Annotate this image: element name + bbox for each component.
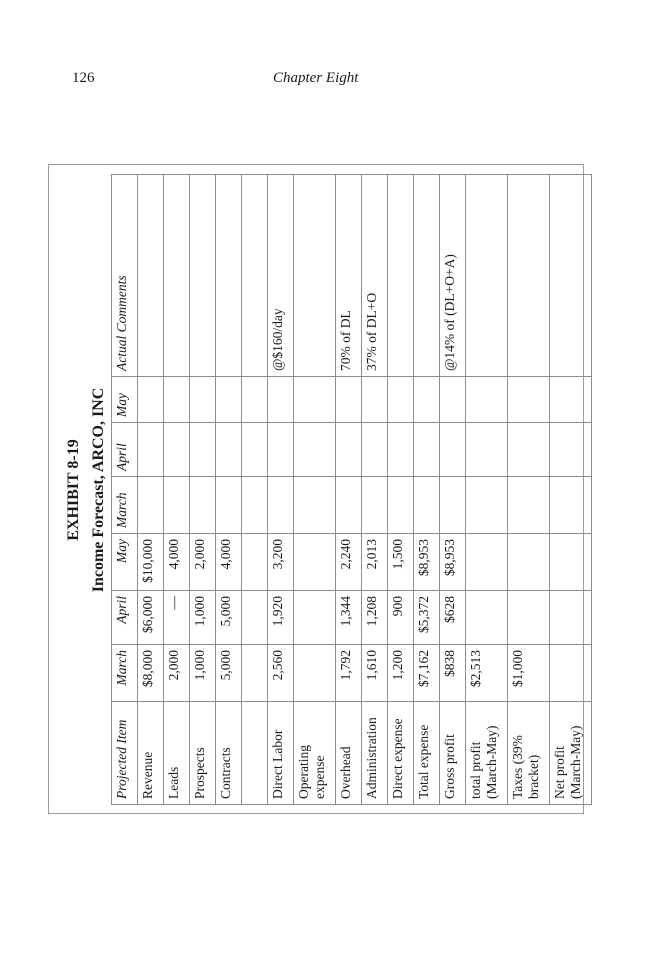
header-actual-april: April [112, 423, 138, 477]
cell-actual-may [336, 377, 362, 423]
cell-projected-march: 1,610 [362, 645, 388, 702]
cell-comment [190, 175, 216, 377]
cell-projected-march: 1,200 [388, 645, 414, 702]
cell-item: Direct Labor [268, 702, 294, 805]
cell-projected-may: $8,953 [414, 534, 440, 591]
running-head: Chapter Eight [273, 70, 359, 86]
cell-comment [388, 175, 414, 377]
cell-projected-march: $838 [440, 645, 466, 702]
cell-actual-april [164, 423, 190, 477]
table-row [138, 175, 164, 805]
exhibit-frame [48, 164, 584, 814]
table-row [440, 175, 466, 805]
rotated-exhibit [49, 165, 585, 815]
header-actual-march: March [112, 477, 138, 534]
page-number: 126 [72, 70, 95, 86]
cell-actual-may [294, 377, 336, 423]
table-row [268, 175, 294, 805]
cell-projected-april [242, 591, 268, 645]
cell-actual-april [336, 423, 362, 477]
cell-projected-march: $7,162 [414, 645, 440, 702]
cell-comment: 70% of DL [336, 175, 362, 377]
cell-comment [414, 175, 440, 377]
cell-actual-may [388, 377, 414, 423]
table-row [388, 175, 414, 805]
cell-actual-april [508, 423, 550, 477]
cell-item: Revenue [138, 702, 164, 805]
cell-actual-march [414, 477, 440, 534]
cell-projected-may: 3,200 [268, 534, 294, 591]
cell-projected-may [466, 534, 508, 591]
header-projected-april: April [112, 591, 138, 645]
table-body [138, 175, 592, 805]
cell-actual-april [466, 423, 508, 477]
cell-projected-may [242, 534, 268, 591]
cell-actual-march [268, 477, 294, 534]
table-row [550, 175, 592, 805]
cell-comment [242, 175, 268, 377]
cell-actual-march [388, 477, 414, 534]
cell-actual-march [164, 477, 190, 534]
cell-projected-march: $1,000 [508, 645, 550, 702]
cell-actual-march [440, 477, 466, 534]
cell-comment [138, 175, 164, 377]
table-row [362, 175, 388, 805]
cell-projected-march [550, 645, 592, 702]
cell-comment: 37% of DL+O [362, 175, 388, 377]
table-row [294, 175, 336, 805]
cell-actual-may [242, 377, 268, 423]
cell-projected-may: 4,000 [164, 534, 190, 591]
cell-projected-april [294, 591, 336, 645]
table-row [414, 175, 440, 805]
cell-actual-march [216, 477, 242, 534]
cell-actual-april [242, 423, 268, 477]
cell-actual-march [294, 477, 336, 534]
cell-item: Overhead [336, 702, 362, 805]
cell-projected-april [508, 591, 550, 645]
cell-projected-april: 5,000 [216, 591, 242, 645]
cell-actual-april [440, 423, 466, 477]
header-row [112, 175, 138, 805]
cell-actual-may [268, 377, 294, 423]
exhibit-subtitle: Income Forecast, ARCO, INC [90, 387, 107, 593]
cell-projected-march: 2,000 [164, 645, 190, 702]
cell-actual-may [550, 377, 592, 423]
header-actual-comments: Actual Comments [112, 175, 138, 377]
cell-item: Direct expense [388, 702, 414, 805]
cell-actual-april [294, 423, 336, 477]
cell-projected-april [466, 591, 508, 645]
header-projected-may: May [112, 534, 138, 591]
cell-projected-may: 2,240 [336, 534, 362, 591]
cell-actual-march [190, 477, 216, 534]
cell-item: Administration [362, 702, 388, 805]
cell-projected-may: $10,000 [138, 534, 164, 591]
cell-item [242, 702, 268, 805]
cell-actual-april [138, 423, 164, 477]
cell-projected-april: 1,000 [190, 591, 216, 645]
cell-projected-april: $6,000 [138, 591, 164, 645]
cell-item: Operating expense [294, 702, 336, 805]
table-row [190, 175, 216, 805]
cell-comment: @14% of (DL+O+A) [440, 175, 466, 377]
cell-comment: @$160/day [268, 175, 294, 377]
cell-item: Leads [164, 702, 190, 805]
cell-projected-april: 1,920 [268, 591, 294, 645]
cell-projected-may [508, 534, 550, 591]
cell-item: Contracts [216, 702, 242, 805]
cell-actual-march [336, 477, 362, 534]
cell-comment [164, 175, 190, 377]
cell-actual-may [138, 377, 164, 423]
cell-projected-april [550, 591, 592, 645]
table-row [466, 175, 508, 805]
cell-projected-may [550, 534, 592, 591]
cell-projected-march: $2,513 [466, 645, 508, 702]
cell-comment [508, 175, 550, 377]
cell-item: Gross profit [440, 702, 466, 805]
table-row [508, 175, 550, 805]
cell-projected-march: $8,000 [138, 645, 164, 702]
cell-projected-april: 1,208 [362, 591, 388, 645]
table-row [164, 175, 190, 805]
table-row [242, 175, 268, 805]
cell-projected-april: $628 [440, 591, 466, 645]
cell-projected-may: 4,000 [216, 534, 242, 591]
table-row [216, 175, 242, 805]
cell-item: Net profit (March-May) [550, 702, 592, 805]
header-actual-may: May [112, 377, 138, 423]
cell-projected-march: 2,560 [268, 645, 294, 702]
cell-actual-april [414, 423, 440, 477]
cell-actual-april [388, 423, 414, 477]
cell-projected-may [294, 534, 336, 591]
cell-actual-march [466, 477, 508, 534]
cell-projected-march: 1,792 [336, 645, 362, 702]
cell-projected-april: — [164, 591, 190, 645]
cell-projected-april: $5,372 [414, 591, 440, 645]
cell-projected-may: $8,953 [440, 534, 466, 591]
cell-item: total profit (March-May) [466, 702, 508, 805]
cell-projected-may: 2,000 [190, 534, 216, 591]
cell-item: Taxes (39% bracket) [508, 702, 550, 805]
cell-item: Prospects [190, 702, 216, 805]
cell-projected-march [294, 645, 336, 702]
cell-actual-march [242, 477, 268, 534]
cell-actual-april [550, 423, 592, 477]
cell-actual-may [362, 377, 388, 423]
cell-actual-april [190, 423, 216, 477]
header-projected-item: Projected Item [112, 702, 138, 805]
cell-projected-march: 1,000 [190, 645, 216, 702]
table-row [336, 175, 362, 805]
income-forecast-table [111, 174, 592, 805]
cell-projected-april: 1,344 [336, 591, 362, 645]
cell-actual-may [508, 377, 550, 423]
cell-projected-march [242, 645, 268, 702]
cell-comment [216, 175, 242, 377]
cell-item: Total expense [414, 702, 440, 805]
cell-actual-may [440, 377, 466, 423]
cell-comment [294, 175, 336, 377]
cell-actual-may [190, 377, 216, 423]
cell-projected-may: 2,013 [362, 534, 388, 591]
cell-actual-may [466, 377, 508, 423]
cell-projected-may: 1,500 [388, 534, 414, 591]
cell-actual-april [362, 423, 388, 477]
cell-actual-march [138, 477, 164, 534]
cell-actual-may [216, 377, 242, 423]
cell-actual-march [362, 477, 388, 534]
cell-actual-may [414, 377, 440, 423]
cell-actual-april [268, 423, 294, 477]
cell-actual-march [550, 477, 592, 534]
exhibit-title: EXHIBIT 8-19 [65, 439, 82, 541]
cell-comment [550, 175, 592, 377]
cell-actual-april [216, 423, 242, 477]
cell-comment [466, 175, 508, 377]
cell-actual-may [164, 377, 190, 423]
cell-projected-april: 900 [388, 591, 414, 645]
cell-actual-march [508, 477, 550, 534]
cell-projected-march: 5,000 [216, 645, 242, 702]
header-projected-march: March [112, 645, 138, 702]
